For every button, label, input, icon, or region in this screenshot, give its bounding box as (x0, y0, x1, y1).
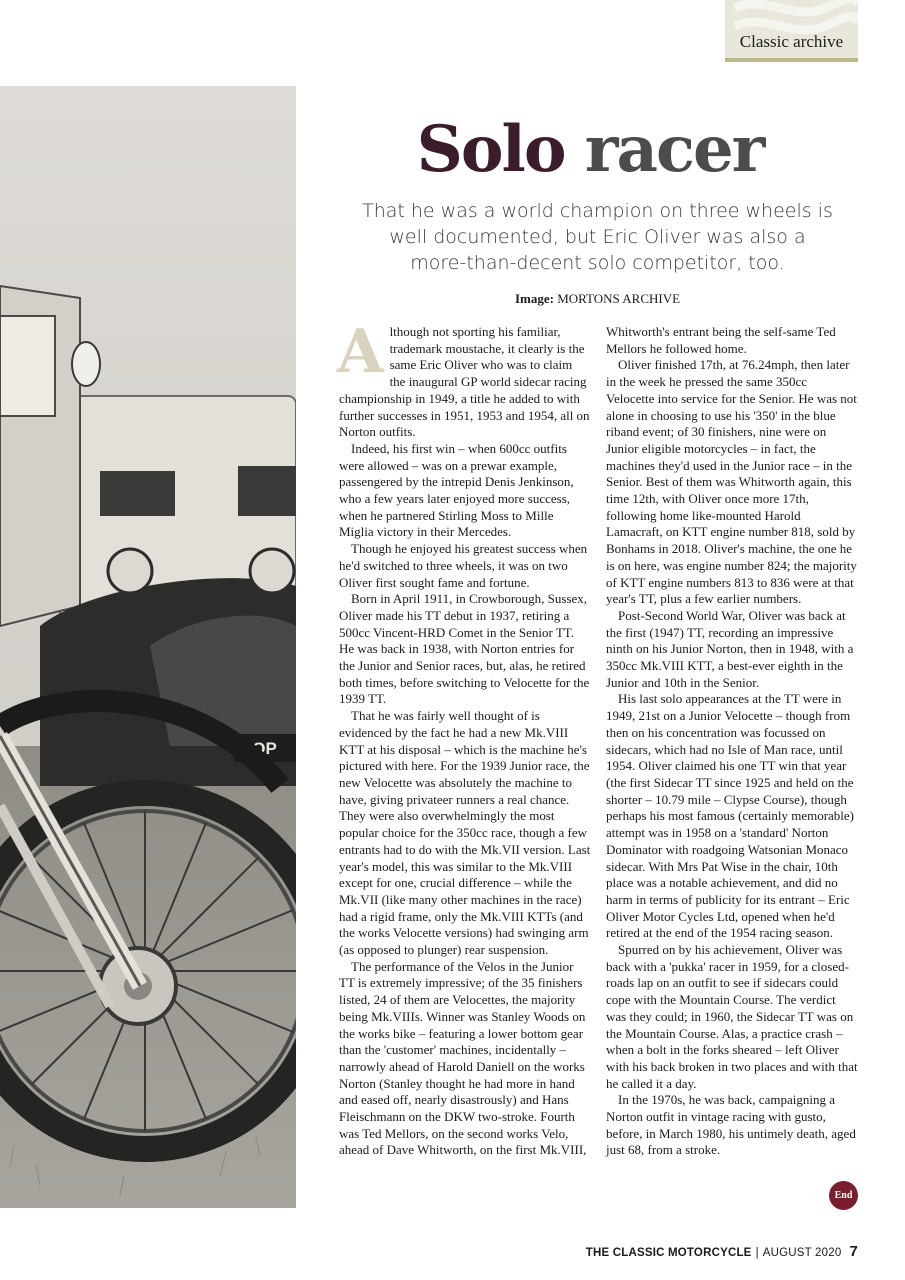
standfirst: That he was a world champion on three wheels is well documented, but Eric Oliver was also a more-than-decent solo competitor, too. (362, 200, 833, 274)
number-plate-text: AOP (240, 739, 277, 758)
paragraph: Post-Second World War, Oliver was back at the first (1947) TT, recording an impressive ninth on his Junior Norton, then in 1948, with a 350cc Mk.VIII KTT, a best-ever eighth in the Junior and 10th in the Senior. (606, 607, 854, 690)
headline-part-1: Solo (416, 112, 565, 187)
section-tab (725, 0, 858, 62)
drop-cap: A (337, 317, 384, 387)
headline-part-2: racer (584, 112, 764, 187)
paragraph: Born in April 1911, in Crowborough, Sussex, Oliver made his TT debut in 1937, retiring a 500cc Vincent-HRD Comet in the Senior TT. He was back in 1938, with Norton entries for the Junior and Senior races, but, alas, he retired both times, before switching to Velocette for the 1939 TT. (339, 591, 590, 707)
archive-photo (0, 86, 296, 1208)
paragraph: Though he enjoyed his greatest success when he'd switched to three wheels, it was on two Oliver first sought fame and fortune. (339, 541, 588, 590)
issue-date: AUGUST 2020 (762, 1247, 842, 1259)
credit-label: Image: (514, 291, 554, 306)
paragraph: His last solo appearances at the TT were in 1949, 21st on a Junior Velocette – though from then on his concentration was focussed on sidecars, which had no Isle of Man race, until 1954. Oliver claimed his one TT win that year (the first Sidecar TT since 1925 and held on the shorter – 10.79 mile – Clypse Course), though perhaps his most famous (certainly memorable) attempt was in 1958 on a 'standard' Norton Dominator with roadgoing Watsonian Monaco sidecar. With Mrs Pat Wise in the chair, 10th place was a notable achievement, and did no harm in terms of publicity for its entrant – Eric Oliver Motor Cycles Ltd, opened when he'd retired at the end of the 1954 racing season. (606, 691, 855, 941)
page-number: 7 (849, 1243, 858, 1260)
paragraph: Spurred on by his achievement, Oliver was back with a 'pukka' racer in 1959, for a closed-roads lap on an outfit to see if sidecars could cope with the Mountain Course. The verdict was they could; in 1960, the Sidecar TT was on the Mountain Course. Alas, a practice crash – when a bolt in the forks sheared – left Oliver with his back broken in two places and with that he called it a day. (606, 942, 858, 1091)
image-credit (330, 291, 865, 307)
paragraph: Oliver finished 17th, at 76.24mph, then later in the week he pressed the same 350cc Velocette into service for the Senior. He was not alone in choosing to use his '350' in the blue riband event; of 30 finishers, nine were on Junior eligible motorcycles – in fact, the machines they'd used in the Junior race – in the Senior. Best of them was Whitworth again, this time 12th, with Oliver once more 17th, following home like-mounted Harold Lamacraft, on KTT engine number 818, sold by Bonhams in 2018. Oliver's machine, the one he is on here, was engine number 824; the majority of KTT engine numbers 813 to 836 were at that year's TT, plus a few earlier numbers. (606, 357, 857, 607)
page-footer (586, 1243, 858, 1260)
paragraph: The performance of the Velos in the Junior TT is extremely impressive; of the 35 finishers listed, 24 of them are Velocettes, the majority being Mk.VIIIs. Winner was Stanley Woods on the works bike – featuring a lower bottom gear than the 'customer' machines, incidentally – narrowly ahead of Harold Daniell on the works Norton (Stanley thought he had more in hand and eased off, nearly disastrously) and Hans Fleischmann on the DKW two-stroke. Fourth was Ted Mellors, on the second works Velo, ahead of Dave Whitworth, on the first Mk.VIII, (339, 958, 587, 1158)
end-marker-icon: End (829, 1181, 858, 1210)
paragraph: That he was fairly well thought of is evidenced by the fact he had a new Mk.VIII KTT at his disposal – which is the machine he's pictured with here. For the 1939 Junior race, the new Velocette was absolutely the machine to have, giving privateer runners a real chance. They were also overwhelmingly the most popular choice for the 350cc race, though a few entrants had to do with the Mk.VII version. Last year's model, this was similar to the Mk.VIII except for one, crucial difference – while the Mk.VII (like many other machines in the race) had a rigid frame, only the Mk.VIII KTTs (and the works Velocette versions) had swinging arm (as opposed to plunger) rear suspension. (339, 708, 591, 958)
paragraph-text: lthough not sporting his familiar, trademark moustache, it clearly is the same Eric Oliver who was to claim the inaugural GP world sidecar racing championship in 1949, a title he added to with further successes in 1951, 1953 and 1954, all on Norton outfits. (339, 324, 590, 440)
paragraph: Whitworth's entrant being the self-same Ted Mellors he followed home. (606, 324, 836, 356)
article-column-2 (606, 324, 858, 1159)
credit-value: MORTONS ARCHIVE (557, 291, 681, 306)
article-column-1 (337, 317, 591, 1159)
footer-separator: | (755, 1247, 759, 1259)
paragraph: Indeed, his first win – when 600cc outfits were allowed – was on a prewar example, passengered by the intrepid Denis Jenkinson, who a few years later enjoyed more success, when he partnered Stirling Moss to Mille Miglia victory in their Mercedes. (339, 440, 574, 540)
magazine-name: THE CLASSIC MOTORCYCLE (585, 1247, 752, 1259)
headline (330, 112, 850, 187)
paragraph: In the 1970s, he was back, campaigning a Norton outfit in vintage racing with gusto, before, in March 1980, his untimely death, aged just 68, from a stroke. (606, 1092, 856, 1158)
paragraph (337, 317, 591, 441)
section-label: Classic archive (739, 32, 844, 51)
motorcycle-photo-icon (0, 86, 296, 1208)
